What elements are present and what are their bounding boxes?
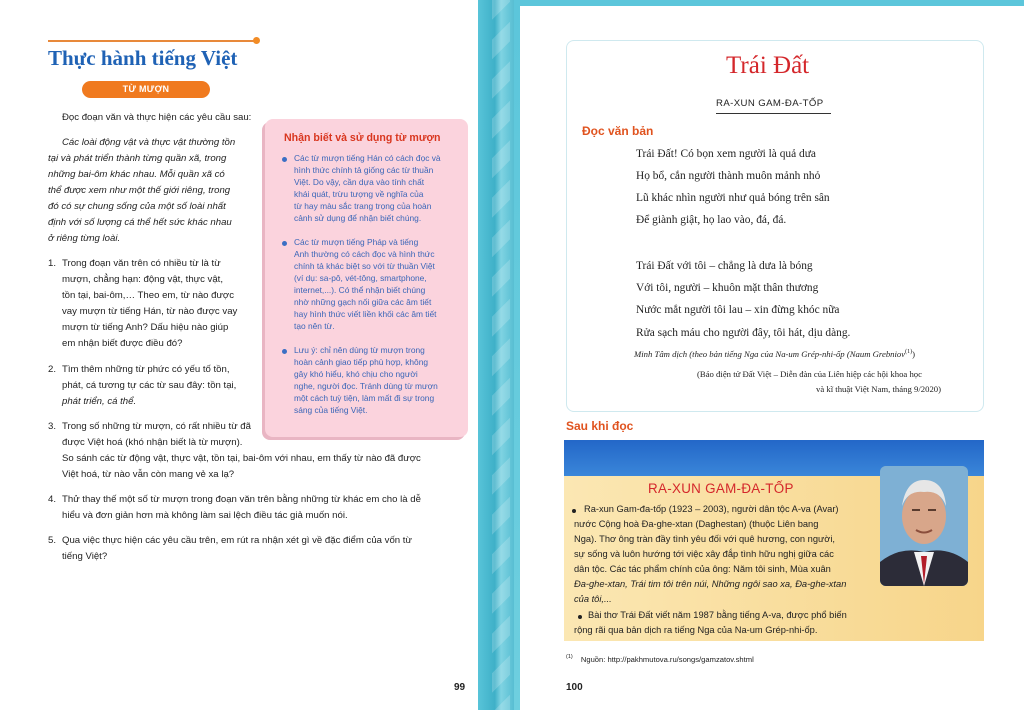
question-number: 5. bbox=[48, 535, 57, 546]
after-heading: Sau khi đọc bbox=[566, 419, 634, 433]
poem-line: Rửa sạch máu cho người đây, tôi hát, dịu dàng. bbox=[636, 327, 851, 339]
sidebox-line: Các từ mượn tiếng Hán có cách đọc và bbox=[294, 153, 441, 163]
bio-line: rộng rãi qua bản dịch ra tiếng Nga của Na-um Grép-nhi-ốp. bbox=[574, 625, 818, 635]
bullet-icon bbox=[578, 615, 582, 619]
poem-author: RA-XUN GAM-ĐA-TỐP bbox=[716, 98, 824, 109]
question-line: Qua việc thực hiện các yêu cầu trên, em rút ra nhận xét gì về đặc điểm của vốn từ bbox=[62, 535, 412, 546]
passage-line: ở riêng từng loài. bbox=[48, 233, 121, 244]
source-line: (Báo điện tử Đất Việt – Diễn đàn của Liên hiệp các hội khoa học bbox=[697, 369, 923, 379]
bio-line: Đa-ghe-xtan, Trái tim tôi trên núi, Những ngôi sao xa, Đa-ghe-xtan bbox=[574, 579, 847, 589]
question-number: 4. bbox=[48, 494, 57, 505]
page-number-right: 100 bbox=[566, 682, 583, 693]
sidebox-line: tạo nên từ. bbox=[294, 321, 335, 331]
poem-line: Trái Đất! Có bọn xem người là quả dưa bbox=[636, 148, 816, 160]
sidebox-line: hay hình thức viết liền khối các âm tiết bbox=[294, 309, 437, 319]
section-tag: TỪ MƯỢN bbox=[82, 81, 210, 98]
passage-line: thể được xem như một thế giới riêng, trong bbox=[48, 185, 231, 196]
question-number: 3. bbox=[48, 421, 57, 432]
question-line: phát triển, cá thể. bbox=[62, 396, 137, 407]
question-line: em nhận biết được điều đó? bbox=[62, 338, 183, 349]
sidebox-title: Nhận biết và sử dụng từ mượn bbox=[284, 132, 441, 144]
poem-line: Để giành giật, họ lao vào, đá, đá. bbox=[636, 214, 787, 226]
bullet-icon bbox=[282, 349, 287, 354]
question-line: mượn từ tiếng Anh? Dấu hiệu nào giúp bbox=[62, 322, 229, 333]
translator-sup: (1) bbox=[905, 349, 913, 356]
source-line: và kĩ thuật Việt Nam, tháng 9/2020) bbox=[816, 384, 942, 394]
question-line: Trong số những từ mượn, có rất nhiều từ đã bbox=[62, 421, 251, 432]
question-line: Trong đoạn văn trên có nhiều từ là từ bbox=[62, 258, 221, 269]
question-line: mượn, chẳng hạn: động vật, thực vật, bbox=[62, 274, 223, 285]
bio-line: Ra-xun Gam-đa-tốp (1923 – 2003), người dân tộc A-va (Avar) bbox=[584, 504, 839, 514]
sidebox-line: khái quát, trừu tượng về nghĩa của bbox=[294, 189, 424, 199]
sidebox-line: Anh thường có cách đọc và hình thức bbox=[294, 249, 435, 259]
sidebox-line: cảnh sử dụng để nhận biết chúng. bbox=[294, 213, 422, 223]
page-number-left: 99 bbox=[454, 682, 466, 693]
sidebox-line: Các từ mượn tiếng Pháp và tiếng bbox=[294, 237, 419, 247]
sidebox-line: chính tả khác biệt so với từ thuần Việt bbox=[294, 261, 435, 271]
bullet-icon bbox=[282, 157, 287, 162]
translator-close: ) bbox=[912, 349, 916, 359]
footnote-text: Nguồn: http://pakhmutova.ru/songs/gamzatov.shtml bbox=[580, 654, 754, 664]
passage-line: đó có sự chung sống của một số loài nhất bbox=[48, 201, 226, 212]
passage-line: Các loài động vật và thực vật thường tồn bbox=[62, 137, 236, 148]
title-dot bbox=[253, 37, 260, 44]
sidebox-line: một cách tuỳ tiện, làm mất đi sự trong bbox=[294, 393, 435, 403]
bio-name: RA-XUN GAM-ĐA-TỐP bbox=[648, 481, 794, 496]
sidebox-line: sáng của tiếng Việt. bbox=[294, 405, 368, 415]
page-title: Thực hành tiếng Việt bbox=[48, 46, 238, 70]
sidebox-line: (ví dụ: sa-pô, vét-tông, smartphone, bbox=[294, 273, 427, 283]
bullet-icon bbox=[572, 509, 576, 513]
question-line: tiếng Việt? bbox=[62, 551, 108, 562]
poem-title: Trái Đất bbox=[726, 52, 810, 79]
poem-line: Với tôi, người – khuôn mặt thân thương bbox=[636, 282, 819, 294]
bio-line: nước Cộng hoà Đa-ghe-xtan (Daghestan) (thuộc Liên bang bbox=[574, 519, 819, 529]
question-line: Tìm thêm những từ phức có yếu tố tồn, bbox=[62, 364, 230, 375]
question-line: được Việt hoá (khó nhận biết là từ mượn). bbox=[62, 437, 243, 448]
footnote bbox=[566, 654, 754, 664]
instruction: Đọc đoạn văn và thực hiện các yêu cầu sau: bbox=[62, 112, 252, 123]
question-line: Việt hoá, từ nào vẫn còn mang vẻ xa lạ? bbox=[62, 469, 235, 480]
translator-credit bbox=[634, 349, 915, 359]
sidebox-line: hoàn cảnh giao tiếp phù hợp, không bbox=[294, 357, 429, 367]
passage-line: tại và phát triển thành từng quần xã, trong bbox=[48, 153, 227, 164]
bullet-icon bbox=[282, 241, 287, 246]
author-portrait bbox=[880, 466, 968, 586]
sidebox-line: gây khó hiểu, khó chịu cho người bbox=[294, 369, 418, 379]
bio-line: dân tộc. Các tác phẩm chính của ông: Năm tôi sinh, Mùa xuân bbox=[574, 564, 831, 574]
sidebox-line: nghe, người đọc. Tránh dùng từ mượn bbox=[294, 381, 438, 391]
sidebox-line: nhờ những gạch nối giữa các âm tiết bbox=[294, 297, 432, 307]
sidebox-line: Lưu ý: chỉ nên dùng từ mượn trong bbox=[294, 345, 425, 355]
bio-line: Nga). Thơ ông tràn đầy tình yêu đối với quê hương, con người, bbox=[574, 534, 835, 544]
question-line: hiểu và đơn giản hơn mà không làm sai lệch điều tác giả muốn nói. bbox=[62, 510, 348, 521]
passage-line: định với số lượng cá thể hết sức khác nhau bbox=[48, 217, 232, 228]
sidebox-line: internet,...). Có thể nhận biết chúng bbox=[294, 285, 426, 295]
question-line: tồn tại, bai-ôm,… Theo em, từ nào được bbox=[62, 290, 235, 301]
poem-line: Họ bổ, cắn người thành muôn mảnh nhỏ bbox=[636, 170, 821, 182]
author-rule bbox=[716, 113, 831, 114]
question-line: So sánh các từ động vật, thực vật, tồn tại, bai-ôm với nhau, em thấy từ nào đã được bbox=[62, 453, 421, 464]
question-line: phát, cá tương tự các từ sau đây: tồn tại, bbox=[62, 380, 237, 391]
bio-line: Bài thơ Trái Đất viết năm 1987 bằng tiếng A-va, được phổ biến bbox=[588, 610, 847, 620]
footnote-mark: (1) bbox=[566, 654, 573, 660]
bio-line: sự sống và luôn hướng tới việc xây đắp tình hữu nghị giữa các bbox=[574, 549, 834, 559]
poem-line: Nước mắt người tôi lau – xin đừng khóc nữa bbox=[636, 304, 840, 316]
read-heading: Đọc văn bản bbox=[582, 124, 654, 138]
passage-line: những bai-ôm khác nhau. Mỗi quần xã có bbox=[48, 169, 225, 180]
sidebox-line: từ hay màu sắc trang trọng của hoàn bbox=[294, 201, 432, 211]
poem-line: Lũ khác nhìn người như quả bóng trên sân bbox=[636, 192, 830, 204]
spine-pattern bbox=[492, 0, 510, 710]
poem-line: Trái Đất với tôi – chẳng là dưa là bóng bbox=[636, 260, 813, 272]
bio-line: của tôi,... bbox=[574, 594, 612, 604]
question-line: Thử thay thế một số từ mượn trong đoạn văn trên bằng những từ khác em cho là dễ bbox=[62, 494, 421, 505]
sidebox-line: Việt. Do vậy, cần dựa vào tính chất bbox=[294, 177, 425, 187]
sidebox-line: hình thức chính tả giống các từ thuần bbox=[294, 165, 434, 175]
question-line: vay mượn từ tiếng Hán, từ nào được vay bbox=[62, 306, 238, 317]
title-rule bbox=[48, 40, 258, 42]
question-number: 2. bbox=[48, 364, 57, 375]
question-number: 1. bbox=[48, 258, 57, 269]
translator-text: Minh Tâm dịch (theo bản tiếng Nga của Na-um Grép-nhi-ốp (Naum Grebniov bbox=[634, 349, 906, 359]
